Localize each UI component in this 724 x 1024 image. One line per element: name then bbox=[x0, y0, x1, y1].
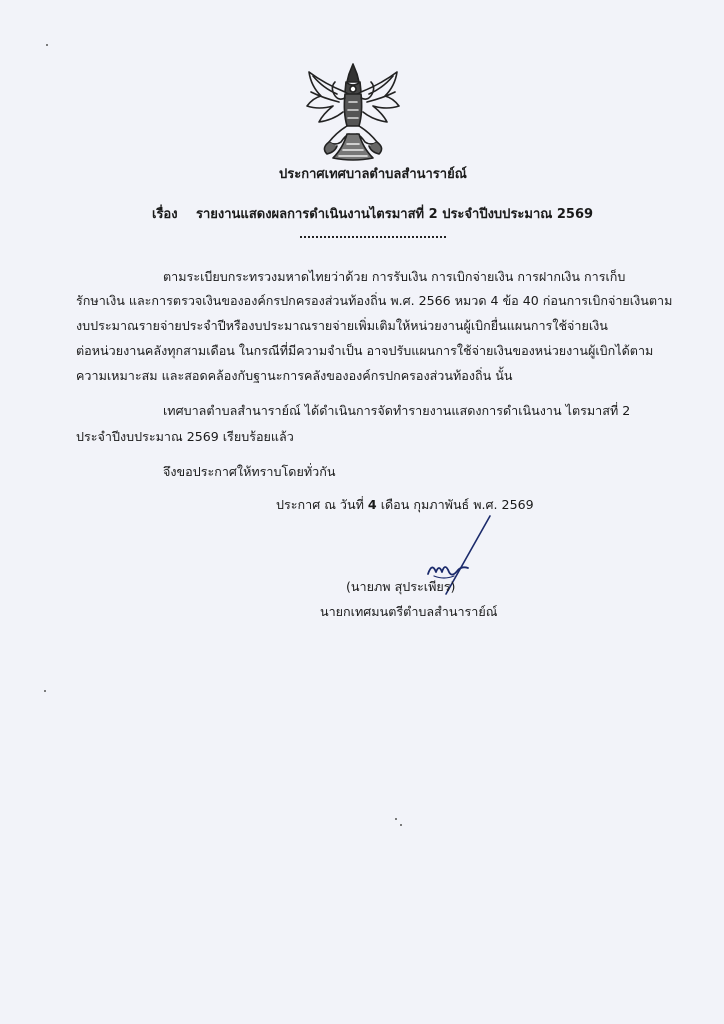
signer-name: (นายภพ สุประเพียร) bbox=[346, 579, 456, 594]
subject-text: รายงานแสดงผลการดำเนินงานไตรมาสที่ 2 ประจำปีงบประมาณ 2569 bbox=[196, 207, 594, 222]
garuda-emblem-icon bbox=[303, 62, 403, 164]
scan-speck bbox=[395, 818, 397, 820]
closing-line: จึงขอประกาศให้ทราบโดยทั่วกัน bbox=[163, 464, 336, 479]
paragraph-1-line-3: งบประมาณรายจ่ายประจำปีหรืองบประมาณรายจ่ายเพิ่มเติมให้หน่วยงานผู้เบิกยื่นแผนการใช้จ่ายเงิน bbox=[76, 318, 608, 333]
scan-speck bbox=[46, 44, 48, 46]
org-title: ประกาศเทศบาลตำบลสำนาราย์ณ์ bbox=[279, 167, 467, 182]
signer-title: นายกเทศมนตรีตำบลสำนาราย์ณ์ bbox=[320, 604, 498, 619]
scan-speck bbox=[44, 690, 46, 692]
subject-label: เรื่อง bbox=[152, 207, 178, 222]
paragraph-2-line-1: เทศบาลตำบลสำนาราย์ณ์ ได้ดำเนินการจัดทำรายงานแสดงการดำเนินงาน ไตรมาสที่ 2 bbox=[163, 403, 631, 418]
scan-speck bbox=[400, 824, 402, 826]
date-prefix: ประกาศ ณ วันที่ bbox=[276, 497, 364, 512]
date-day: 4 bbox=[367, 497, 377, 512]
paragraph-1-line-1: ตามระเบียบกระทรวงมหาดไทยว่าด้วย การรับเงิน การเบิกจ่ายเงิน การฝากเงิน การเก็บ bbox=[163, 269, 626, 284]
paragraph-1-line-2: รักษาเงิน และการตรวจเงินขององค์กรปกครองส่วนท้องถิ่น พ.ศ. 2566 หมวด 4 ข้อ 40 ก่อนการเบิกจ่ายเงินตาม bbox=[76, 293, 673, 308]
date-line bbox=[276, 496, 534, 514]
paragraph-1-line-4: ต่อหน่วยงานคลังทุกสามเดือน ในกรณีที่มีความจำเป็น อาจปรับแผนการใช้จ่ายเงินของหน่วยงานผู้เบิกได้ตาม bbox=[76, 343, 654, 358]
paragraph-1-line-5: ความเหมาะสม และสอดคล้องกับฐานะการคลังขององค์กรปกครองส่วนท้องถิ่น นั้น bbox=[76, 368, 513, 383]
dotted-divider bbox=[300, 236, 446, 238]
date-rest: เดือน กุมภาพันธ์ พ.ศ. 2569 bbox=[380, 497, 534, 512]
paragraph-2-line-2: ประจำปีงบประมาณ 2569 เรียบร้อยแล้ว bbox=[76, 429, 294, 444]
